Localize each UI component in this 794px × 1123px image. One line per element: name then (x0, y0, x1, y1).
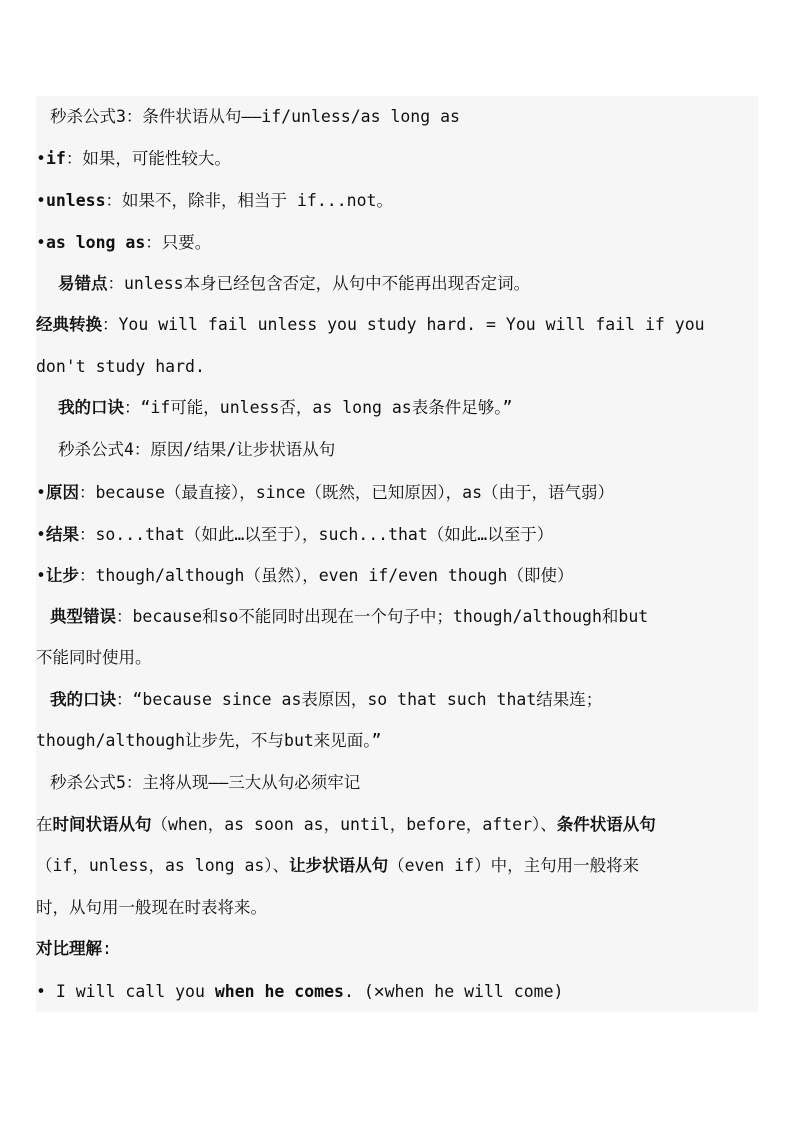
rule-paragraph-line-1: 在时间状语从句（when，as soon as，until，before，after）、条件状语从句 (36, 815, 656, 834)
list-item-result: •结果：so...that（如此…以至于），such...that（如此…以至于） (36, 525, 554, 544)
rule-paragraph-line-2: （if，unless，as long as）、让步状语从句（even if）中，主句用一般将来 (36, 856, 640, 875)
list-item-cause: •原因：because（最直接），since（既然，已知原因），as（由于，语气弱） (36, 483, 615, 502)
cross-icon: ✕ (373, 981, 385, 1002)
mnemonic-4: 我的口诀：“because since as表原因，so that such that结果连； (50, 690, 603, 709)
list-item-concession: •让步：though/although（虽然），even if/even though（即使） (36, 566, 574, 585)
classic-conversion-cont: don't study hard. (36, 357, 205, 376)
section-4-title: 秒杀公式4：原因/结果/让步状语从句 (58, 440, 336, 459)
list-item-as-long-as: •as long as：只要。 (36, 233, 212, 252)
section-5-title: 秒杀公式5：主将从现——三大从句必须牢记 (50, 773, 361, 792)
typical-error-cont: 不能同时使用。 (36, 648, 152, 667)
example-sentence: • I will call you when he comes. (✕when he will come) (36, 981, 564, 1002)
mnemonic-3: 我的口诀：“if可能，unless否，as long as表条件足够。” (58, 398, 513, 417)
section-3-title: 秒杀公式3：条件状语从句——if/unless/as long as (50, 107, 460, 126)
document-body (36, 96, 758, 1012)
typical-error: 典型错误：because和so不能同时出现在一个句子中；though/although和but (50, 607, 649, 626)
mnemonic-4-cont: though/although让步先，不与but来见面。” (36, 731, 382, 750)
rule-paragraph-line-3: 时，从句用一般现在时表将来。 (36, 898, 267, 917)
compare-heading: 对比理解: (36, 939, 112, 958)
pitfall-note: 易错点：unless本身已经包含否定，从句中不能再出现否定词。 (58, 274, 531, 293)
list-item-if: •if：如果，可能性较大。 (36, 149, 231, 168)
list-item-unless: •unless：如果不，除非，相当于 if...not。 (36, 191, 393, 210)
classic-conversion: 经典转换：You will fail unless you study hard. = You will fail if you (36, 315, 705, 334)
